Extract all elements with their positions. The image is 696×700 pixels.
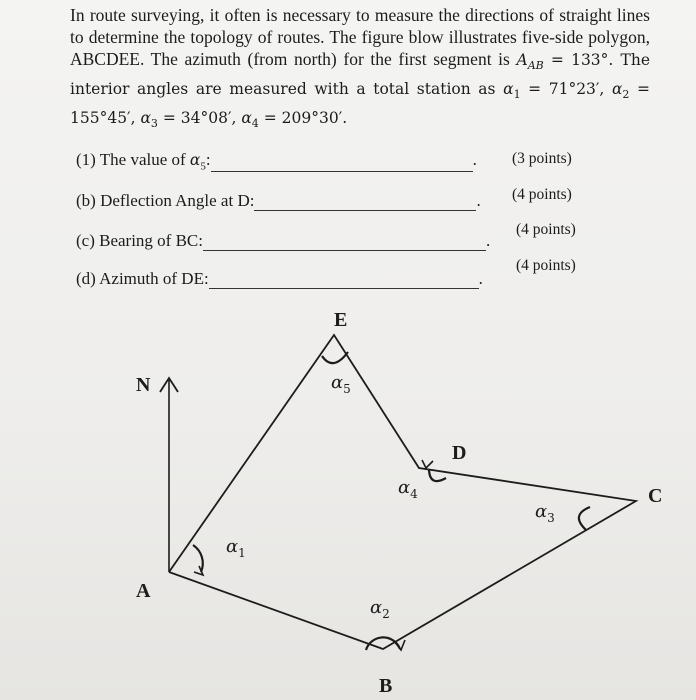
azimuth-ab: $A_{AB} = 133^\circ$. The interior angles are measured with a total station as (70, 51, 651, 99)
alpha-4-value: $\alpha_4 = 209^\circ 30'$. (241, 109, 348, 131)
alpha3-arc-icon (579, 507, 590, 530)
points-d: (4 points) (516, 257, 576, 274)
point-e-label: E (334, 309, 348, 331)
alpha5-label: $\alpha_5$ (331, 372, 351, 396)
alpha1-arc-icon (193, 545, 203, 572)
points-c: (4 points) (516, 221, 576, 238)
alpha2-label: $\alpha_2$ (370, 597, 390, 621)
alpha1-label: $\alpha_1$ (226, 536, 246, 560)
alpha4-label: $\alpha_4$ (398, 477, 418, 501)
points-1: (3 points) (512, 150, 572, 167)
alpha-3-value: $\alpha_3 = 34^\circ 08'$, (140, 109, 242, 131)
problem-text: In route surveying, it often is necessary to measure the directions of straight lines to determine the topology of routes. The figure blow illustrates five-side polygon, ABCDEE. The azimuth (from north) for the first segment is (70, 5, 650, 69)
alpha-2-value: $\alpha_2 = 155^\circ 45'$, (70, 80, 650, 128)
question-1: (1) The value of $\alpha_5$: . (76, 150, 477, 173)
question-b: (b) Deflection Angle at D: . (76, 191, 481, 210)
alpha-1-value: $\alpha_1 = 71^\circ 23'$, (503, 80, 612, 102)
point-c-label: C (648, 485, 663, 507)
alpha4-arrow-icon (422, 460, 433, 468)
question-d: (d) Azimuth of DE: . (76, 269, 483, 288)
north-label: N (136, 374, 151, 396)
point-d-label: D (452, 442, 467, 464)
points-b: (4 points) (512, 186, 572, 203)
question-c: (c) Bearing of BC: . (76, 231, 491, 250)
alpha3-label: $\alpha_3$ (535, 501, 555, 525)
alpha5-arc-icon (322, 352, 348, 363)
point-b-label: B (379, 675, 393, 697)
point-a-label: A (136, 580, 151, 602)
